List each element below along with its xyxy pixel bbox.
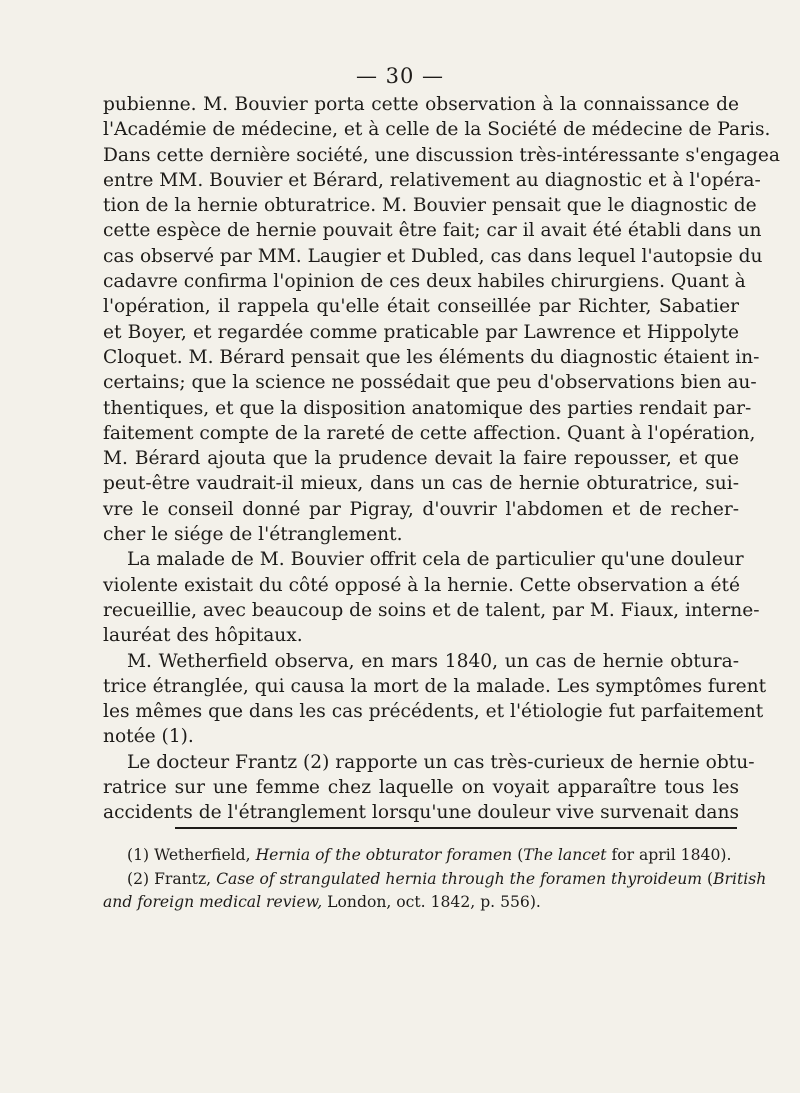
text-line: ratrice sur une femme chez laquelle on voyait apparaître tous les	[103, 777, 739, 799]
footnote-2-rest: London, oct. 1842, p. 556).	[322, 893, 541, 911]
footnotes	[103, 844, 767, 915]
footnote-2-open: (	[707, 869, 714, 888]
text-line: tion de la hernie obturatrice. M. Bouvier pensait que le diagnostic de	[103, 195, 757, 217]
text-line: Cloquet. M. Bérard pensait que les éléments du diagnostic étaient in-	[103, 346, 760, 368]
footnote-2-title: Case of strangulated hernia through the foramen thyroideum	[216, 869, 703, 888]
footnote-1-title: Hernia of the obturator foramen	[255, 846, 513, 864]
footnote-1-open: (	[517, 846, 524, 864]
text-line: certains; que la science ne possédait que peu d'observations bien au-	[103, 372, 757, 394]
footnote-1-rest: for april 1840).	[606, 846, 732, 864]
footnote-1-author: Wetherfield,	[154, 846, 251, 864]
text-line: Dans cette dernière société, une discussion très-intéressante s'engagea	[103, 144, 780, 166]
text-line: cas observé par MM. Laugier et Dubled, cas dans lequel l'autopsie du	[103, 245, 763, 267]
footnote-2-continued	[103, 891, 739, 915]
footnote-2	[103, 868, 767, 892]
text-line: La malade de M. Bouvier offrit cela de particulier qu'une douleur	[127, 549, 744, 571]
text-line: thentiques, et que la disposition anatomique des parties rendait par-	[103, 397, 752, 419]
footnote-2-marker: (2)	[127, 869, 150, 888]
text-line: l'Académie de médecine, et à celle de la Société de médecine de Paris.	[103, 119, 771, 141]
footnote-1	[103, 844, 739, 868]
text-line: M. Wetherfield observa, en mars 1840, un cas de hernie obtura-	[127, 650, 739, 672]
text-line: l'opération, il rappela qu'elle était conseillée par Richter, Sabatier	[103, 296, 739, 318]
text-line: peut-être vaudrait-il mieux, dans un cas de hernie obturatrice, sui-	[103, 473, 739, 495]
footnote-2-author: Frantz,	[154, 869, 212, 888]
footnote-1-marker: (1)	[127, 846, 150, 864]
text-line: et Boyer, et regardée comme praticable par Lawrence et Hippolyte	[103, 321, 739, 343]
footnote-2-journal-part2: and foreign medical review,	[103, 893, 323, 911]
text-line: Le docteur Frantz (2) rapporte un cas très-curieux de hernie obtu-	[127, 751, 755, 773]
text-line: accidents de l'étranglement lorsqu'une douleur vive survenait dans	[103, 802, 739, 824]
text-line: pubienne. M. Bouvier porta cette observation à la connaissance de	[103, 94, 739, 115]
text-line: M. Bérard ajouta que la prudence devait la faire repousser, et que	[103, 448, 739, 470]
text-line: recueillie, avec beaucoup de soins et de talent, par M. Fiaux, interne-	[103, 599, 760, 621]
text-line: cher le siége de l'étranglement.	[103, 524, 403, 546]
text-line: les mêmes que dans les cas précédents, et l'étiologie fut parfaitement	[103, 701, 764, 723]
text-line: vre le conseil donné par Pigray, d'ouvrir l'abdomen et de recher-	[103, 498, 739, 520]
footnote-divider	[175, 827, 737, 829]
text-line: faitement compte de la rareté de cette affection. Quant à l'opération,	[103, 422, 756, 444]
body-text	[103, 92, 780, 826]
text-line: cadavre confirma l'opinion de ces deux habiles chirurgiens. Quant à	[103, 271, 746, 293]
text-line: cette espèce de hernie pouvait être fait; car il avait été établi dans un	[103, 220, 762, 242]
text-line: lauréat des hôpitaux.	[103, 625, 303, 647]
text-line: violente existait du côté opposé à la hernie. Cette observation a été	[103, 574, 740, 596]
text-line: notée (1).	[103, 726, 194, 748]
footnote-2-journal-part1: British	[713, 869, 767, 888]
text-line: entre MM. Bouvier et Bérard, relativement au diagnostic et à l'opéra-	[103, 169, 761, 191]
text-line: trice étranglée, qui causa la mort de la malade. Les symptômes furent	[103, 675, 767, 697]
page-number: — 30 —	[355, 64, 445, 88]
footnote-1-journal: The lancet	[523, 846, 607, 864]
